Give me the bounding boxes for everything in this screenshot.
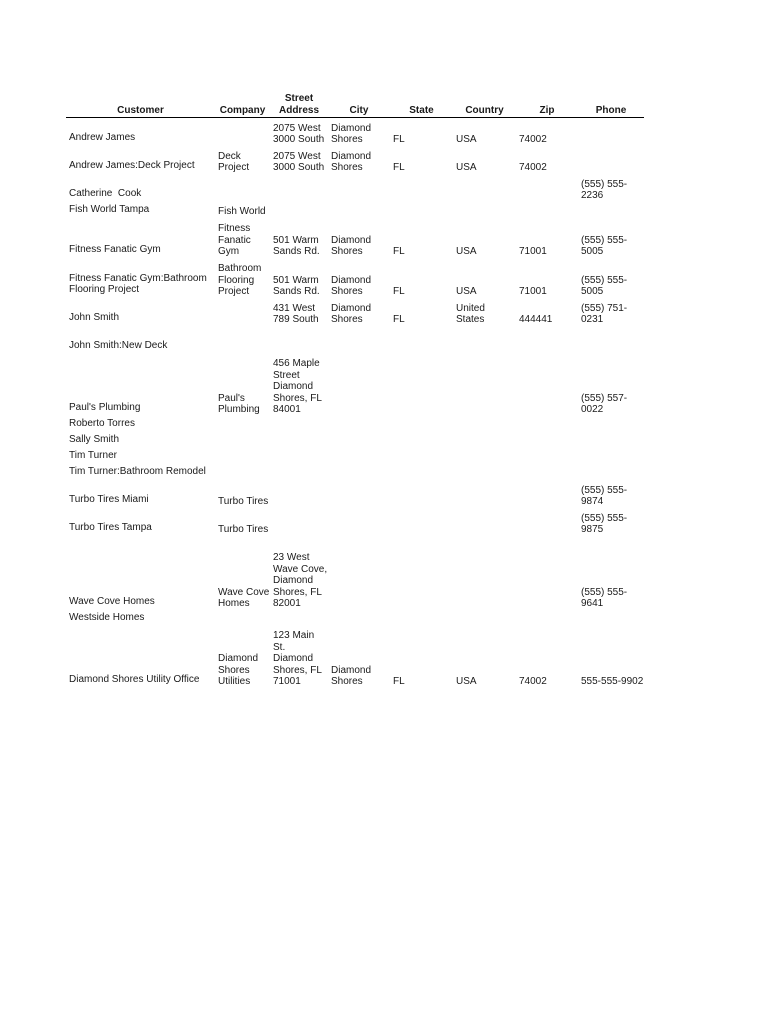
state-cell: FL <box>393 246 405 257</box>
company-cell <box>215 448 270 464</box>
column-header-street-address: Street Address <box>278 93 319 116</box>
zip-cell <box>516 326 578 354</box>
state-cell <box>390 202 453 218</box>
phone-cell <box>578 610 644 626</box>
state-cell <box>390 174 453 202</box>
country-cell: USA <box>456 162 477 173</box>
zip-cell <box>516 354 578 416</box>
country-cell <box>453 202 516 218</box>
city-cell <box>328 354 390 416</box>
table-row <box>66 480 644 508</box>
city-cell <box>328 326 390 354</box>
city-cell: Diamond Shores <box>331 664 372 687</box>
country-cell: USA <box>456 246 477 257</box>
customer-cell: Fitness Fanatic Gym:Bathroom Flooring Project <box>69 272 210 295</box>
customer-cell: Wave Cove Homes <box>69 596 155 607</box>
phone-cell <box>578 448 644 464</box>
table-row <box>66 432 644 448</box>
street-address-cell <box>270 416 328 432</box>
table-row <box>66 218 644 258</box>
customer-cell: Roberto Torres <box>69 418 135 429</box>
table-row <box>66 448 644 464</box>
phone-cell <box>578 146 644 174</box>
customer-cell: Andrew James:Deck Project <box>69 160 195 171</box>
street-address-cell: 431 West 789 South <box>273 302 319 325</box>
phone-cell <box>578 464 644 480</box>
street-address-cell: 501 Warm Sands Rd. <box>273 274 320 297</box>
city-cell <box>328 536 390 610</box>
state-cell <box>390 508 453 536</box>
state-cell: FL <box>393 286 405 297</box>
phone-cell <box>578 432 644 448</box>
customer-cell: Diamond Shores Utility Office <box>69 674 200 685</box>
phone-cell: (555) 555-9875 <box>581 512 628 535</box>
zip-cell <box>516 508 578 536</box>
table-body <box>66 118 644 688</box>
table-row <box>66 258 644 298</box>
company-cell: Paul's Plumbing <box>218 392 260 415</box>
state-cell: FL <box>393 162 405 173</box>
company-cell: Turbo Tires <box>218 524 269 535</box>
state-cell <box>390 432 453 448</box>
column-header-zip: Zip <box>539 104 555 116</box>
table-row <box>66 508 644 536</box>
customer-contact-sheet <box>66 93 644 688</box>
customer-cell: Westside Homes <box>69 612 145 623</box>
phone-cell: (555) 555-9641 <box>581 586 628 609</box>
column-header-city: City <box>349 104 369 116</box>
zip-cell: 444441 <box>519 314 553 325</box>
zip-cell <box>516 610 578 626</box>
company-cell: Wave Cove Homes <box>218 586 270 609</box>
column-header-phone: Phone <box>595 104 627 116</box>
city-cell <box>328 432 390 448</box>
country-cell <box>453 354 516 416</box>
city-cell: Diamond Shores <box>331 150 372 173</box>
zip-cell: 74002 <box>519 162 547 173</box>
state-cell <box>390 536 453 610</box>
state-cell <box>390 464 453 480</box>
city-cell <box>328 174 390 202</box>
phone-cell <box>578 202 644 218</box>
phone-cell <box>578 416 644 432</box>
state-cell: FL <box>393 134 405 145</box>
company-cell <box>215 610 270 626</box>
company-cell <box>215 118 270 146</box>
zip-cell <box>516 480 578 508</box>
customer-cell: Sally Smith <box>69 434 120 445</box>
city-cell: Diamond Shores <box>331 274 372 297</box>
country-cell: USA <box>456 676 477 687</box>
customer-cell: Paul's Plumbing <box>69 402 141 413</box>
country-cell <box>453 416 516 432</box>
zip-cell: 71001 <box>519 286 547 297</box>
phone-cell: (555) 555-5005 <box>581 274 628 297</box>
state-cell <box>390 326 453 354</box>
street-address-cell <box>270 480 328 508</box>
phone-cell: (555) 555-9874 <box>581 484 628 507</box>
company-cell <box>215 326 270 354</box>
customer-cell: Fitness Fanatic Gym <box>69 244 161 255</box>
company-cell <box>215 416 270 432</box>
company-cell <box>215 174 270 202</box>
customer-cell: Turbo Tires Miami <box>69 494 149 505</box>
country-cell: United States <box>456 302 485 325</box>
zip-cell: 74002 <box>519 676 547 687</box>
street-address-cell <box>270 508 328 536</box>
company-cell: Bathroom Flooring Project <box>218 263 262 297</box>
table-row <box>66 202 644 218</box>
zip-cell <box>516 416 578 432</box>
table-row <box>66 118 644 146</box>
company-cell: Deck Project <box>218 150 250 173</box>
country-cell <box>453 174 516 202</box>
country-cell <box>453 464 516 480</box>
company-cell <box>215 432 270 448</box>
zip-cell <box>516 202 578 218</box>
street-address-cell <box>270 448 328 464</box>
customer-cell: Turbo Tires Tampa <box>69 522 152 533</box>
city-cell <box>328 508 390 536</box>
phone-cell: (555) 555-2236 <box>581 178 628 201</box>
city-cell <box>328 416 390 432</box>
zip-cell <box>516 174 578 202</box>
phone-cell: (555) 751-0231 <box>581 302 628 325</box>
country-cell: USA <box>456 134 477 145</box>
phone-cell <box>578 118 644 146</box>
country-cell <box>453 610 516 626</box>
phone-cell: (555) 555-5005 <box>581 234 628 257</box>
phone-cell: (555) 557-0022 <box>581 392 628 415</box>
customer-cell: Andrew James <box>69 132 136 143</box>
phone-cell: 555-555-9902 <box>581 676 644 687</box>
customer-cell: John Smith <box>69 312 120 323</box>
customer-cell: Catherine Cook <box>69 188 142 199</box>
street-address-cell: 123 Main St. Diamond Shores, FL 71001 <box>273 630 322 687</box>
country-cell <box>453 508 516 536</box>
customer-table <box>66 93 644 688</box>
street-address-cell: 23 West Wave Cove, Diamond Shores, FL 82001 <box>273 552 328 609</box>
street-address-cell <box>270 464 328 480</box>
zip-cell <box>516 432 578 448</box>
street-address-cell: 2075 West 3000 South <box>273 150 325 173</box>
table-row <box>66 610 644 626</box>
zip-cell <box>516 536 578 610</box>
table-row <box>66 416 644 432</box>
city-cell <box>328 202 390 218</box>
country-cell <box>453 536 516 610</box>
street-address-cell <box>270 326 328 354</box>
zip-cell: 74002 <box>519 134 547 145</box>
company-cell: Turbo Tires <box>218 496 269 507</box>
state-cell <box>390 610 453 626</box>
zip-cell: 71001 <box>519 246 547 257</box>
table-row <box>66 354 644 416</box>
street-address-cell: 456 Maple Street Diamond Shores, FL 84001 <box>273 358 322 415</box>
company-cell: Diamond Shores Utilities <box>218 653 259 687</box>
state-cell: FL <box>393 676 405 687</box>
company-cell <box>215 464 270 480</box>
country-cell <box>453 432 516 448</box>
street-address-cell: 2075 West 3000 South <box>273 122 325 145</box>
table-row <box>66 174 644 202</box>
company-cell: Fitness Fanatic Gym <box>218 223 251 257</box>
state-cell <box>390 480 453 508</box>
city-cell <box>328 610 390 626</box>
column-header-country: Country <box>465 104 504 116</box>
customer-cell: John Smith:New Deck <box>69 340 168 351</box>
column-header-company: Company <box>219 104 266 116</box>
city-cell: Diamond Shores <box>331 122 372 145</box>
zip-cell <box>516 448 578 464</box>
city-cell <box>328 480 390 508</box>
state-cell <box>390 416 453 432</box>
table-row <box>66 326 644 354</box>
table-row <box>66 536 644 610</box>
city-cell: Diamond Shores <box>331 234 372 257</box>
header-row <box>66 93 644 118</box>
street-address-cell <box>270 174 328 202</box>
table-row <box>66 298 644 326</box>
customer-cell: Tim Turner:Bathroom Remodel <box>69 466 206 477</box>
state-cell <box>390 448 453 464</box>
city-cell: Diamond Shores <box>331 302 372 325</box>
city-cell <box>328 448 390 464</box>
zip-cell <box>516 464 578 480</box>
customer-cell: Fish World Tampa <box>69 204 150 215</box>
table-row <box>66 626 644 688</box>
column-header-state: State <box>409 104 434 116</box>
city-cell <box>328 464 390 480</box>
street-address-cell <box>270 432 328 448</box>
country-cell <box>453 480 516 508</box>
phone-cell <box>578 326 644 354</box>
table-row <box>66 146 644 174</box>
state-cell: FL <box>393 314 405 325</box>
country-cell <box>453 448 516 464</box>
table-row <box>66 464 644 480</box>
state-cell <box>390 354 453 416</box>
street-address-cell: 501 Warm Sands Rd. <box>273 234 320 257</box>
street-address-cell <box>270 610 328 626</box>
column-header-customer: Customer <box>117 104 164 116</box>
street-address-cell <box>270 202 328 218</box>
country-cell <box>453 326 516 354</box>
company-cell <box>215 298 270 326</box>
customer-cell: Tim Turner <box>69 450 117 461</box>
company-cell: Fish World <box>218 206 266 217</box>
country-cell: USA <box>456 286 477 297</box>
